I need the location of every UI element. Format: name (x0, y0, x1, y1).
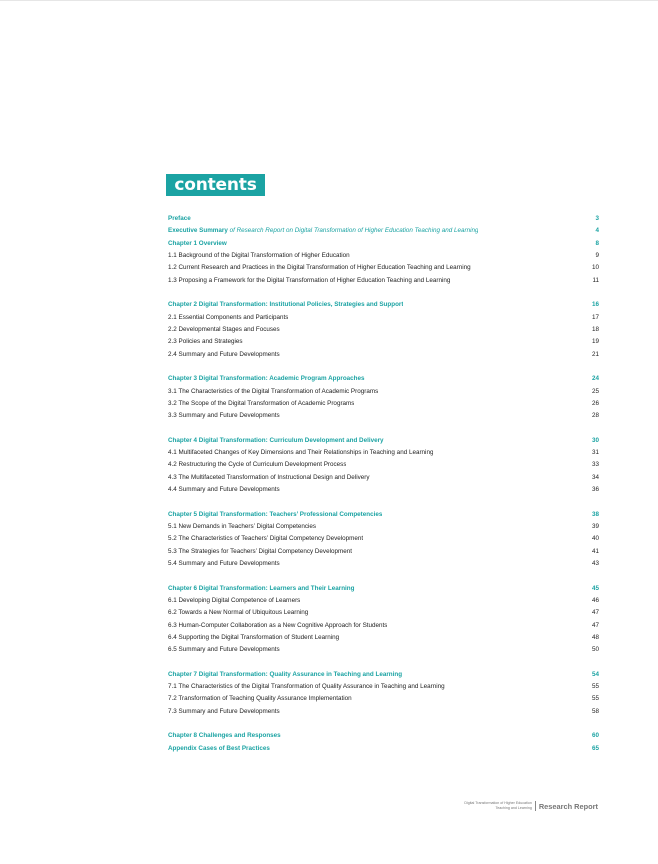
toc-page-number: 8 (595, 239, 599, 247)
toc-page-number: 60 (591, 732, 599, 740)
page-title: contents (166, 174, 265, 196)
toc-entry-label: 3.3 Summary and Future Developments (168, 412, 280, 420)
toc-page-number: 4 (595, 227, 599, 235)
toc-entry-label: 3.2 The Scope of the Digital Transformation of Academic Programs (168, 399, 355, 407)
toc-entry-label: 4.2 Restructuring the Cycle of Curriculum Development Process (168, 461, 347, 469)
toc-entry-label: 4.4 Summary and Future Developments (168, 486, 280, 494)
toc-entry-label: 5.4 Summary and Future Developments (168, 560, 280, 567)
toc-entry-label-bold: Executive Summary (168, 227, 228, 235)
toc-entry-label: Chapter 4 Digital Transformation: Curriculum Development and Delivery (168, 436, 384, 444)
toc-page-number: 24 (591, 375, 599, 383)
footer-line-2: Teaching and Learning (495, 806, 532, 810)
toc-entry-label: Chapter 2 Digital Transformation: Institutional Policies, Strategies and Support (168, 301, 404, 309)
toc-entry-section[interactable] (168, 681, 599, 693)
toc-page-number: 47 (591, 609, 599, 617)
top-divider (0, 0, 658, 1)
toc-group-chapter-5 (168, 509, 599, 571)
toc-entry-section[interactable] (168, 632, 599, 644)
toc-entry-section[interactable] (168, 533, 599, 545)
toc-entry-chapter-7[interactable] (168, 669, 599, 681)
footer-line-1: Digital Transformation of Higher Education (464, 801, 532, 806)
toc-group-front (168, 213, 599, 287)
toc-page-number: 55 (591, 695, 599, 703)
toc-entry-label: Chapter 3 Digital Transformation: Academic Program Approaches (168, 375, 365, 383)
toc-page-number: 16 (591, 301, 599, 309)
toc-entry-label: Chapter 6 Digital Transformation: Learners and Their Learning (168, 584, 355, 592)
toc-page-number: 55 (591, 683, 599, 691)
toc-entry-section[interactable] (168, 472, 599, 484)
toc-entry-section[interactable] (168, 459, 599, 471)
toc-page-number: 65 (591, 744, 599, 752)
footer-divider (535, 801, 536, 811)
toc-page-number: 54 (591, 670, 599, 678)
toc-entry-label (168, 225, 478, 237)
toc-page-number: 11 (592, 276, 599, 284)
toc-page-number: 41 (591, 547, 599, 555)
toc-entry-chapter-4[interactable] (168, 435, 599, 447)
toc-entry-section[interactable] (168, 336, 599, 348)
table-of-contents (168, 213, 599, 767)
toc-entry-label: 6.5 Summary and Future Developments (168, 646, 280, 654)
toc-entry-chapter-6[interactable] (168, 583, 599, 595)
toc-entry-label-italic: of Research Report on Digital Transformation of Higher Education Teaching and Learning (227, 227, 479, 235)
toc-page-number: 18 (591, 325, 599, 333)
toc-group-chapter-2 (168, 299, 599, 361)
toc-entry-label: 4.3 The Multifaceted Transformation of Instructional Design and Delivery (168, 473, 370, 481)
toc-page-number: 43 (591, 560, 599, 567)
toc-page-number: 39 (591, 522, 599, 530)
toc-entry-section[interactable] (168, 644, 599, 656)
toc-page-number: 10 (591, 264, 599, 272)
toc-entry-section[interactable] (168, 349, 599, 361)
toc-entry-chapter-1[interactable] (168, 238, 599, 250)
toc-entry-label: 2.2 Developmental Stages and Focuses (168, 325, 280, 333)
toc-entry-section[interactable] (168, 546, 599, 558)
toc-page-number: 26 (591, 399, 599, 407)
toc-page-number: 19 (591, 338, 599, 346)
toc-page-number: 47 (591, 621, 599, 629)
toc-entry-executive-summary[interactable] (168, 225, 599, 237)
toc-page-number: 28 (591, 412, 599, 420)
toc-entry-chapter-3[interactable] (168, 373, 599, 385)
toc-entry-label: 5.2 The Characteristics of Teachers’ Digital Competency Development (168, 535, 364, 543)
toc-entry-section[interactable] (168, 558, 599, 570)
toc-entry-label: Chapter 5 Digital Transformation: Teachers’ Professional Competencies (168, 510, 383, 518)
toc-page-number: 30 (591, 436, 599, 444)
toc-entry-label: 7.1 The Characteristics of the Digital Transformation of Quality Assurance in Teaching and Learning (168, 683, 445, 691)
toc-entry-label: Chapter 8 Challenges and Responses (168, 732, 281, 740)
toc-entry-label: 5.3 The Strategies for Teachers’ Digital Competency Development (168, 547, 352, 555)
toc-entry-section[interactable] (168, 312, 599, 324)
toc-entry-section[interactable] (168, 250, 599, 262)
toc-entry-label: 1.1 Background of the Digital Transformation of Higher Education (168, 252, 350, 260)
toc-entry-label: Appendix Cases of Best Practices (168, 744, 270, 752)
toc-group-chapter-3 (168, 373, 599, 422)
toc-page-number: 58 (591, 707, 599, 715)
toc-page-number: 48 (591, 633, 599, 641)
toc-page-number: 33 (591, 461, 599, 469)
toc-entry-label: 3.1 The Characteristics of the Digital Transformation of Academic Programs (168, 387, 379, 395)
toc-entry-label: Preface (168, 215, 191, 222)
toc-entry-section[interactable] (168, 410, 599, 422)
toc-page-number: 25 (591, 387, 599, 395)
toc-entry-label: 6.4 Supporting the Digital Transformation of Student Learning (168, 633, 340, 641)
toc-entry-section[interactable] (168, 447, 599, 459)
toc-entry-section[interactable] (168, 275, 599, 287)
toc-entry-label: Chapter 7 Digital Transformation: Quality Assurance in Teaching and Learning (168, 670, 403, 678)
toc-entry-label: 1.2 Current Research and Practices in the Digital Transformation of Higher Education Teaching and Learning (168, 264, 471, 272)
toc-entry-section[interactable] (168, 607, 599, 619)
toc-entry-label: 2.4 Summary and Future Developments (168, 350, 280, 358)
toc-group-back (168, 730, 599, 755)
toc-entry-chapter-2[interactable] (168, 299, 599, 311)
toc-entry-label: Chapter 1 Overview (168, 239, 227, 247)
toc-entry-label: 2.3 Policies and Strategies (168, 338, 243, 346)
toc-entry-section[interactable] (168, 484, 599, 496)
toc-page-number: 38 (591, 510, 599, 518)
toc-page-number: 40 (591, 535, 599, 543)
toc-entry-label: 7.3 Summary and Future Developments (168, 707, 280, 715)
toc-page-number: 34 (591, 473, 599, 481)
toc-page-number: 36 (591, 486, 599, 494)
toc-page-number: 9 (595, 252, 599, 260)
toc-page-number: 31 (591, 449, 599, 457)
toc-page-number: 50 (591, 646, 599, 654)
toc-page-number: 46 (591, 596, 599, 604)
toc-group-chapter-6 (168, 583, 599, 657)
toc-group-chapter-7 (168, 669, 599, 718)
toc-entry-section[interactable] (168, 521, 599, 533)
toc-entry-label: 1.3 Proposing a Framework for the Digital Transformation of Higher Education Teaching and Learning (168, 276, 451, 284)
toc-entry-section[interactable] (168, 620, 599, 632)
page-footer (464, 801, 598, 811)
footer-report-label: Research Report (538, 801, 598, 811)
toc-entry-section[interactable] (168, 262, 599, 274)
toc-entry-section[interactable] (168, 693, 599, 705)
toc-entry-section[interactable] (168, 398, 599, 410)
toc-entry-label: 5.1 New Demands in Teachers’ Digital Competencies (168, 522, 317, 530)
toc-entry-preface[interactable] (168, 213, 599, 225)
toc-page-number: 17 (591, 313, 599, 321)
toc-entry-chapter-5[interactable] (168, 509, 599, 521)
toc-page-number: 3 (595, 215, 599, 222)
toc-page-number: 45 (591, 584, 599, 592)
toc-entry-section[interactable] (168, 324, 599, 336)
toc-page-number: 21 (591, 350, 599, 358)
toc-entry-label: 6.1 Developing Digital Competence of Learners (168, 596, 301, 604)
toc-entry-section[interactable] (168, 595, 599, 607)
toc-entry-appendix[interactable] (168, 743, 599, 755)
toc-entry-section[interactable] (168, 706, 599, 718)
toc-entry-label: 2.1 Essential Components and Participants (168, 313, 289, 321)
toc-entry-section[interactable] (168, 386, 599, 398)
toc-entry-label: 6.3 Human-Computer Collaboration as a New Cognitive Approach for Students (168, 621, 388, 629)
toc-entry-label: 6.2 Towards a New Normal of Ubiquitous Learning (168, 609, 309, 617)
toc-entry-chapter-8[interactable] (168, 730, 599, 742)
toc-group-chapter-4 (168, 435, 599, 497)
footer-series-title (464, 801, 532, 810)
toc-entry-label: 4.1 Multifaceted Changes of Key Dimensions and Their Relationships in Teaching and Learning (168, 449, 434, 457)
toc-entry-label: 7.2 Transformation of Teaching Quality Assurance Implementation (168, 695, 352, 703)
